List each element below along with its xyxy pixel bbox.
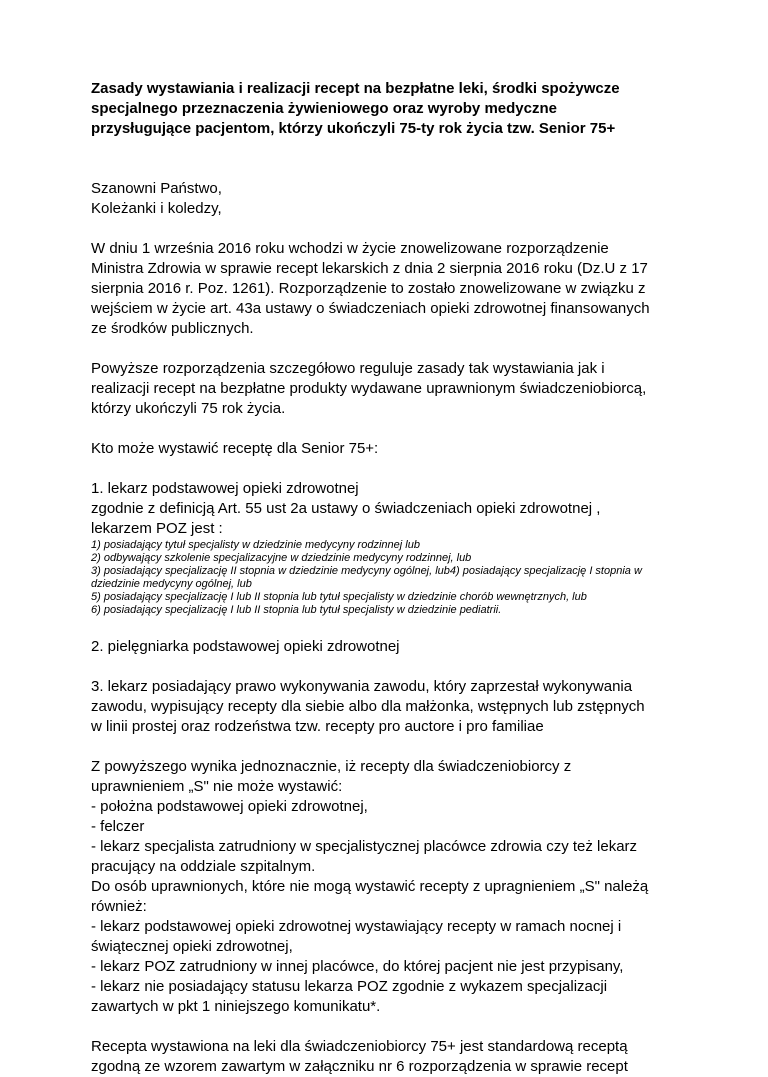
list-item-retired-doctor	[91, 677, 728, 737]
paragraph-line: Z powyższego wynika jednoznacznie, iż recepty dla świadczeniobiorcy z	[91, 758, 572, 775]
paragraph-line: pracujący na oddziale szpitalnym.	[91, 858, 316, 875]
paragraph-line: W dniu 1 września 2016 roku wchodzi w życie znowelizowane rozporządzenie	[91, 240, 609, 257]
paragraph-line: sierpnia 2016 r. Poz. 1261). Rozporządzenie to zostało znowelizowane w związku z	[91, 280, 646, 297]
paragraph-line: Ministra Zdrowia w sprawie recept lekarskich z dnia 2 sierpnia 2016 roku (Dz.U z 17	[91, 260, 648, 277]
list-item-nurse	[91, 637, 728, 657]
document-title	[91, 79, 728, 139]
paragraph-line: zawartych w pkt 1 niniejszego komunikatu*.	[91, 998, 381, 1015]
paragraph-line: ze środków publicznych.	[91, 320, 254, 337]
paragraph-exclusions	[91, 757, 728, 1017]
paragraph-line: Powyższe rozporządzenia szczegółowo reguluje zasady tak wystawiania jak i	[91, 360, 605, 377]
paragraph-line: - lekarz specjalista zatrudniony w specjalistycznej placówce zdrowia czy też lekarz	[91, 838, 638, 855]
paragraph-prescription-form	[91, 1037, 728, 1077]
paragraph-line: wejściem w życie art. 43a ustawy o świadczeniach opieki zdrowotnej finansowanych	[91, 300, 650, 317]
paragraph-line: którzy ukończyli 75 rok życia.	[91, 400, 286, 417]
paragraph-line: - lekarz POZ zatrudniony w innej placówce, do której pacjent nie jest przypisany,	[91, 958, 624, 975]
paragraph-line: Kto może wystawić receptę dla Senior 75+:	[91, 440, 379, 457]
definition-line: 5) posiadający specjalizację I lub II stopnia lub tytuł specjalisty w dziedzinie chorób wewnętrznych, lub	[91, 591, 587, 603]
definition-line: 3) posiadający specjalizację II stopnia w dziedzinie medycyny ogólnej, lub4) posiadający specjalizację I stopnia w	[91, 565, 642, 577]
paragraph-question	[91, 439, 728, 459]
paragraph-line: zgodnie z definicją Art. 55 ust 2a ustawy o świadczeniach opieki zdrowotnej ,	[91, 500, 601, 517]
paragraph-line: w linii prostej oraz rodzeństwa tzw. recepty pro auctore i pro familiae	[91, 718, 544, 735]
paragraph-line: lekarzem POZ jest :	[91, 520, 223, 537]
paragraph-line: zgodną ze wzorem zawartym w załączniku nr 6 rozporządzenia w sprawie recept	[91, 1058, 628, 1075]
paragraph-line: 1. lekarz podstawowej opieki zdrowotnej	[91, 480, 359, 497]
paragraph-line: również:	[91, 898, 147, 915]
poz-definition-list	[91, 539, 728, 617]
greeting	[91, 179, 728, 219]
paragraph-line: zawodu, wypisujący recepty dla siebie albo dla małżonka, wstępnych lub zstępnych	[91, 698, 645, 715]
paragraph-line: - lekarz nie posiadający statusu lekarza POZ zgodnie z wykazem specjalizacji	[91, 978, 608, 995]
paragraph-line: - felczer	[91, 818, 145, 835]
paragraph-line: 3. lekarz posiadający prawo wykonywania zawodu, który zaprzestał wykonywania	[91, 678, 633, 695]
paragraph-line: Do osób uprawnionych, które nie mogą wystawić recepty z upragnieniem „S" należą	[91, 878, 649, 895]
definition-line: dziedzinie medycyny ogólnej, lub	[91, 578, 252, 590]
title-line: przysługujące pacjentom, którzy ukończyli 75-ty rok życia tzw. Senior 75+	[91, 120, 616, 137]
paragraph-intro	[91, 239, 728, 339]
paragraph-line: świątecznej opieki zdrowotnej,	[91, 938, 293, 955]
title-line: specjalnego przeznaczenia żywieniowego oraz wyroby medyczne	[91, 100, 557, 117]
definition-line: 6) posiadający specjalizację I lub II stopnia lub tytuł specjalisty w dziedzinie pediatrii.	[91, 604, 502, 616]
paragraph-line: realizacji recept na bezpłatne produkty wydawane uprawnionym świadczeniobiorcą,	[91, 380, 647, 397]
list-item-poz-doctor	[91, 479, 728, 539]
definition-line: 2) odbywający szkolenie specjalizacyjne w dziedzinie medycyny rodzinnej, lub	[91, 552, 472, 564]
paragraph-regulation	[91, 359, 728, 419]
greeting-line: Koleżanki i koledzy,	[91, 200, 222, 217]
paragraph-line: Recepta wystawiona na leki dla świadczeniobiorcy 75+ jest standardową receptą	[91, 1038, 628, 1055]
greeting-line: Szanowni Państwo,	[91, 180, 222, 197]
paragraph-line: - lekarz podstawowej opieki zdrowotnej wystawiający recepty w ramach nocnej i	[91, 918, 622, 935]
definition-line: 1) posiadający tytuł specjalisty w dziedzinie medycyny rodzinnej lub	[91, 539, 420, 551]
paragraph-line: uprawnieniem „S" nie może wystawić:	[91, 778, 343, 795]
title-line: Zasady wystawiania i realizacji recept na bezpłatne leki, środki spożywcze	[91, 80, 620, 97]
paragraph-line: 2. pielęgniarka podstawowej opieki zdrowotnej	[91, 638, 400, 655]
paragraph-line: - położna podstawowej opieki zdrowotnej,	[91, 798, 368, 815]
